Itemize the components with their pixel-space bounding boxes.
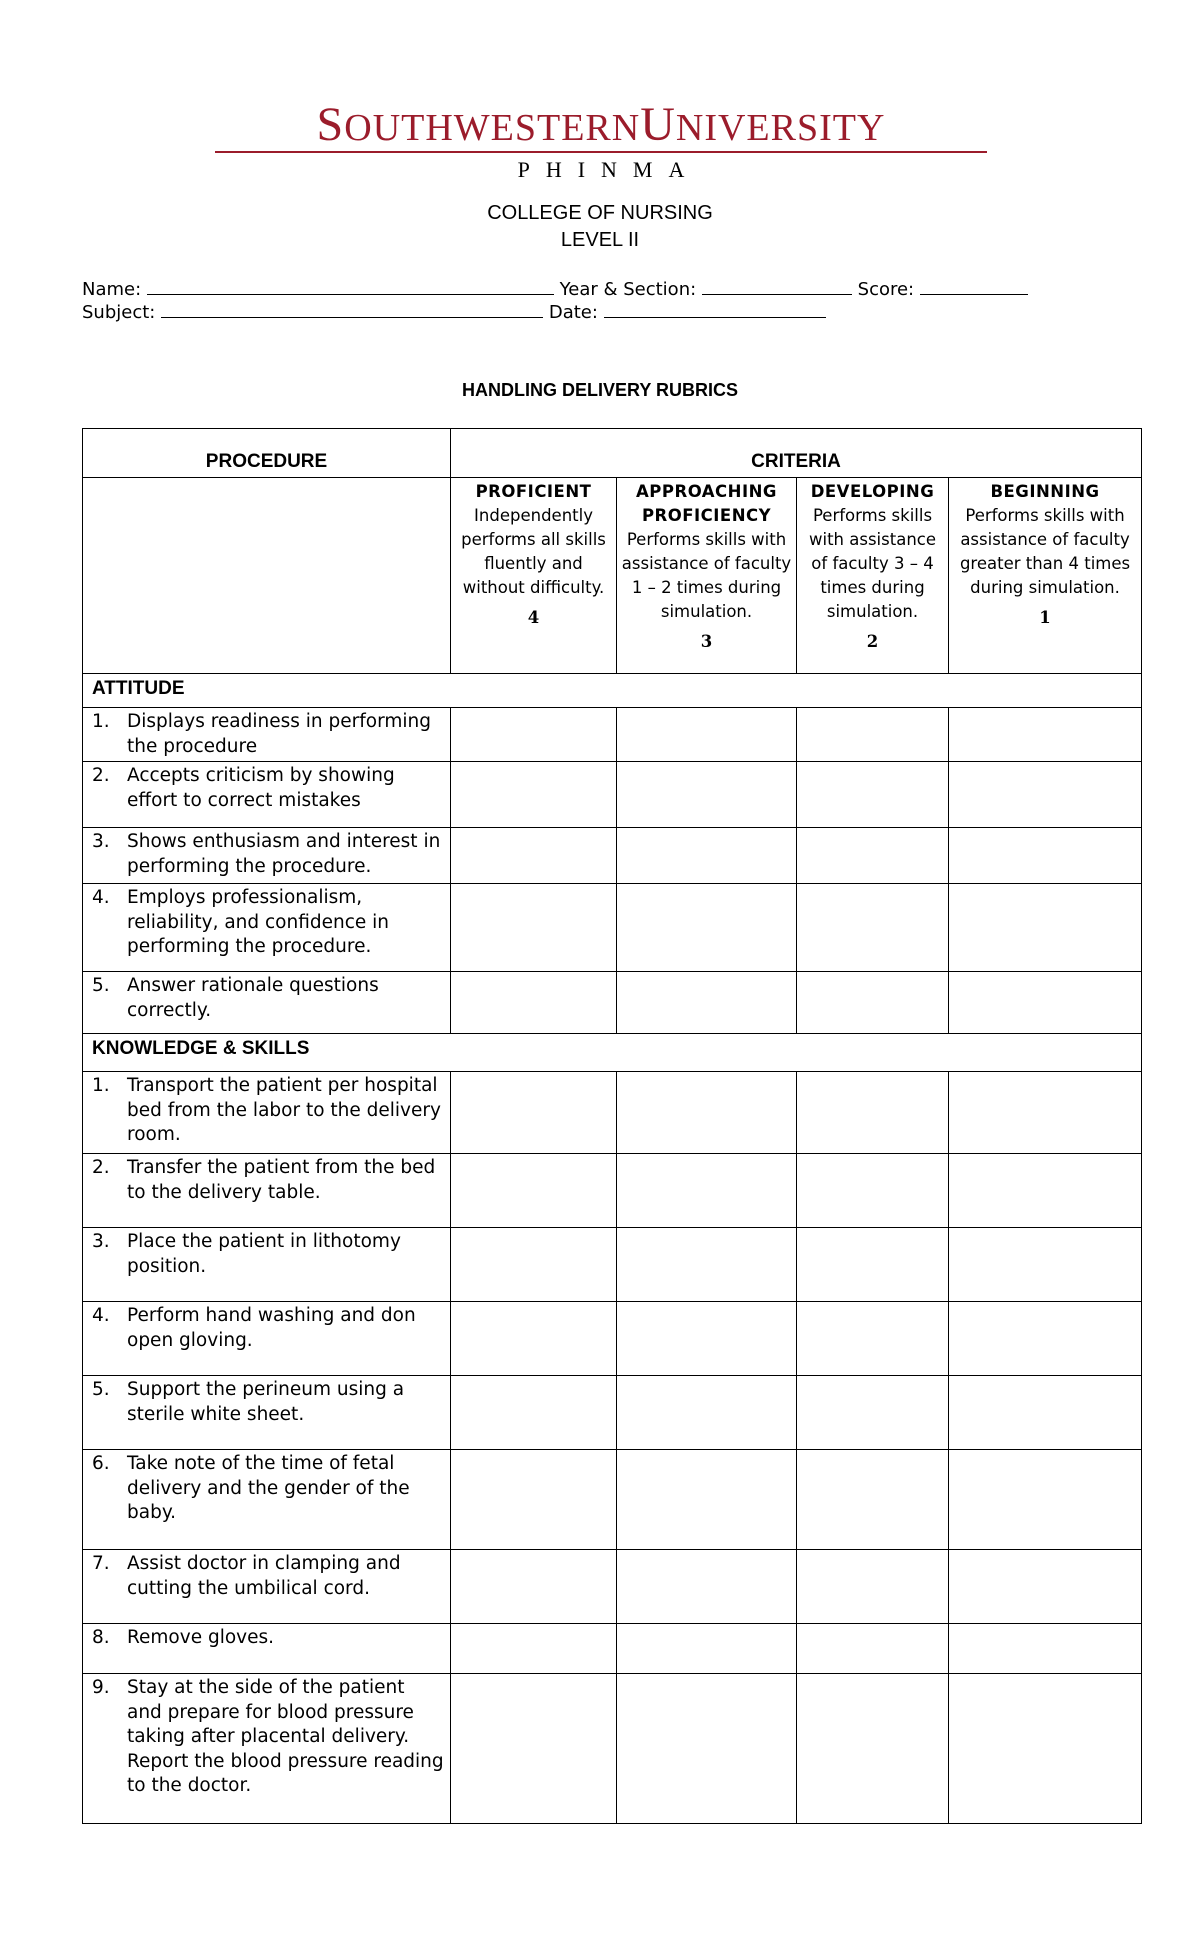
item-text: Employs professionalism, reliability, and confidence in performing the procedure.	[127, 887, 390, 957]
header-row	[83, 429, 1142, 478]
score-cell[interactable]	[451, 1072, 617, 1154]
score-cell[interactable]	[451, 1376, 617, 1450]
university-subtitle: PHINMA	[517, 157, 701, 182]
score-cell[interactable]	[617, 828, 797, 884]
table-row	[83, 828, 1142, 884]
section-row	[83, 1034, 1142, 1072]
criteria-title: PROFICIENT	[475, 482, 592, 501]
score-cell[interactable]	[451, 1154, 617, 1228]
procedure-item	[92, 886, 444, 960]
score-field[interactable]	[920, 280, 1028, 295]
info-row-2	[82, 302, 826, 323]
score-cell[interactable]	[451, 884, 617, 972]
score-cell[interactable]	[451, 1550, 617, 1624]
score-cell[interactable]	[797, 708, 949, 762]
procedure-cell	[83, 1072, 451, 1154]
year-section-label: Year & Section:	[559, 279, 697, 300]
score-cell[interactable]	[451, 828, 617, 884]
subject-field[interactable]	[161, 303, 543, 318]
score-cell[interactable]	[797, 1154, 949, 1228]
logo-divider	[215, 151, 987, 153]
item-number: 4.	[92, 887, 110, 908]
item-number: 5.	[92, 1379, 110, 1400]
info-row-1	[82, 279, 1028, 300]
item-text: Place the patient in lithotomy position.	[127, 1231, 401, 1277]
item-text: Perform hand washing and don open gloving.	[127, 1305, 416, 1351]
score-cell[interactable]	[949, 1550, 1142, 1624]
score-cell[interactable]	[451, 708, 617, 762]
procedure-cell	[83, 1228, 451, 1302]
item-text: Remove gloves.	[127, 1627, 275, 1648]
table-row	[83, 1376, 1142, 1450]
item-text: Shows enthusiasm and interest in performing the procedure.	[127, 831, 441, 877]
score-cell[interactable]	[617, 708, 797, 762]
procedure-item	[92, 1230, 444, 1279]
score-cell[interactable]	[949, 1624, 1142, 1674]
criteria-cell	[949, 478, 1142, 674]
item-number: 3.	[92, 831, 110, 852]
rubric-table	[82, 428, 1142, 1824]
college-name: COLLEGE OF NURSING	[487, 202, 713, 224]
score-cell[interactable]	[797, 828, 949, 884]
procedure-cell	[83, 1302, 451, 1376]
procedure-item	[92, 1378, 444, 1427]
procedure-item	[92, 1552, 444, 1601]
table-row	[83, 1450, 1142, 1550]
item-text: Assist doctor in clamping and cutting the umbilical cord.	[127, 1553, 401, 1599]
item-number: 2.	[92, 1157, 110, 1178]
item-number: 5.	[92, 975, 110, 996]
procedure-item	[92, 1304, 444, 1353]
year-section-field[interactable]	[702, 280, 852, 295]
item-number: 9.	[92, 1677, 110, 1698]
item-text: Accepts criticism by showing effort to correct mistakes	[127, 765, 395, 811]
procedure-cell	[83, 1154, 451, 1228]
criteria-score: 1	[1039, 608, 1051, 627]
score-cell[interactable]	[617, 1550, 797, 1624]
criteria-cell	[797, 478, 949, 674]
procedure-cell	[83, 972, 451, 1034]
item-text: Answer rationale questions correctly.	[127, 975, 379, 1021]
item-number: 7.	[92, 1553, 110, 1574]
item-number: 1.	[92, 711, 110, 732]
criteria-description: Independently performs all skills fluently and without difficulty.	[461, 506, 606, 597]
date-label: Date:	[548, 302, 598, 323]
item-number: 4.	[92, 1305, 110, 1326]
procedure-cell	[83, 828, 451, 884]
criteria-description: Performs skills with assistance of faculty 3 – 4 times during simulation.	[809, 506, 936, 621]
table-row	[83, 708, 1142, 762]
score-cell[interactable]	[949, 708, 1142, 762]
score-cell[interactable]	[949, 828, 1142, 884]
criteria-score: 3	[700, 632, 713, 651]
table-row	[83, 972, 1142, 1034]
score-cell[interactable]	[451, 1228, 617, 1302]
score-cell[interactable]	[617, 1302, 797, 1376]
score-cell[interactable]	[617, 1624, 797, 1674]
name-label: Name:	[82, 279, 142, 300]
score-cell[interactable]	[797, 1072, 949, 1154]
criteria-title: BEGINNING	[990, 482, 1100, 501]
procedure-cell	[83, 708, 451, 762]
score-cell[interactable]	[797, 1302, 949, 1376]
score-cell[interactable]	[797, 1550, 949, 1624]
score-cell[interactable]	[949, 1228, 1142, 1302]
score-cell[interactable]	[617, 1376, 797, 1450]
procedure-item	[92, 1626, 444, 1651]
score-cell[interactable]	[949, 1072, 1142, 1154]
item-number: 2.	[92, 765, 110, 786]
procedure-cell	[83, 1624, 451, 1674]
score-cell[interactable]	[949, 1154, 1142, 1228]
table-row	[83, 762, 1142, 828]
score-cell[interactable]	[797, 884, 949, 972]
score-cell[interactable]	[797, 1228, 949, 1302]
score-cell[interactable]	[617, 1450, 797, 1550]
subject-label: Subject:	[82, 302, 156, 323]
table-row	[83, 1228, 1142, 1302]
table-row	[83, 1302, 1142, 1376]
procedure-cell	[83, 884, 451, 972]
procedure-item	[92, 974, 444, 1023]
criteria-row	[83, 478, 1142, 674]
procedure-cell	[83, 1376, 451, 1450]
criteria-description: Performs skills with assistance of faculty 1 – 2 times during simulation.	[621, 530, 792, 621]
criteria-description: Performs skills with assistance of faculty greater than 4 times during simulation.	[959, 506, 1131, 597]
name-field[interactable]	[147, 280, 554, 295]
item-text: Transport the patient per hospital bed from the labor to the delivery room.	[127, 1075, 441, 1145]
criteria-header: CRITERIA	[451, 429, 1142, 478]
procedure-item	[92, 1452, 444, 1526]
item-text: Support the perineum using a sterile white sheet.	[127, 1379, 405, 1425]
item-text: Displays readiness in performing the procedure	[127, 711, 431, 757]
procedure-item	[92, 710, 444, 759]
table-row	[83, 1550, 1142, 1624]
score-cell[interactable]	[451, 1674, 617, 1824]
item-number: 1.	[92, 1075, 110, 1096]
score-cell[interactable]	[949, 884, 1142, 972]
section-heading: KNOWLEDGE & SKILLS	[83, 1034, 1142, 1072]
score-cell[interactable]	[797, 1450, 949, 1550]
criteria-score: 4	[527, 608, 540, 627]
item-number: 6.	[92, 1453, 110, 1474]
criteria-cell	[617, 478, 797, 674]
score-cell[interactable]	[451, 1302, 617, 1376]
university-name: SOUTHWESTERNUNIVERSITY	[316, 98, 886, 151]
procedure-cell	[83, 1674, 451, 1824]
procedure-header: PROCEDURE	[83, 429, 451, 478]
score-cell[interactable]	[949, 1450, 1142, 1550]
score-cell[interactable]	[617, 1072, 797, 1154]
table-row	[83, 1154, 1142, 1228]
procedure-item	[92, 1676, 444, 1799]
procedure-cell	[83, 1550, 451, 1624]
section-heading: ATTITUDE	[83, 674, 1142, 708]
score-cell[interactable]	[949, 972, 1142, 1034]
score-cell[interactable]	[797, 1624, 949, 1674]
item-number: 8.	[92, 1627, 110, 1648]
score-cell[interactable]	[617, 762, 797, 828]
score-cell[interactable]	[949, 762, 1142, 828]
score-cell[interactable]	[617, 1154, 797, 1228]
score-cell[interactable]	[949, 1302, 1142, 1376]
table-row	[83, 1674, 1142, 1824]
procedure-item	[92, 830, 444, 879]
item-text: Take note of the time of fetal delivery and the gender of the baby.	[127, 1453, 410, 1523]
item-number: 3.	[92, 1231, 110, 1252]
score-cell[interactable]	[451, 972, 617, 1034]
table-row	[83, 1072, 1142, 1154]
item-text: Stay at the side of the patient and prepare for blood pressure taking after placental delivery. Report the blood pressure reading to the doctor.	[127, 1677, 444, 1796]
criteria-title: DEVELOPING	[810, 482, 935, 501]
procedure-cell	[83, 1450, 451, 1550]
score-cell[interactable]	[617, 1674, 797, 1824]
score-cell[interactable]	[797, 1376, 949, 1450]
score-cell[interactable]	[451, 1450, 617, 1550]
score-cell[interactable]	[949, 1674, 1142, 1824]
procedure-cell	[83, 762, 451, 828]
criteria-cell	[451, 478, 617, 674]
procedure-item	[92, 1156, 444, 1205]
date-field[interactable]	[604, 303, 826, 318]
criteria-blank-cell	[83, 478, 451, 674]
table-row	[83, 884, 1142, 972]
score-label: Score:	[857, 279, 915, 300]
table-row	[83, 1624, 1142, 1674]
section-row	[83, 674, 1142, 708]
university-logo	[215, 98, 987, 183]
procedure-item	[92, 1074, 444, 1148]
score-cell[interactable]	[797, 762, 949, 828]
rubric-title: HANDLING DELIVERY RUBRICS	[461, 380, 739, 400]
score-cell[interactable]	[451, 1624, 617, 1674]
criteria-score: 2	[866, 632, 879, 651]
score-cell[interactable]	[451, 762, 617, 828]
criteria-title: APPROACHING PROFICIENCY	[636, 482, 777, 525]
procedure-item	[92, 764, 444, 813]
score-cell[interactable]	[797, 1674, 949, 1824]
score-cell[interactable]	[617, 884, 797, 972]
score-cell[interactable]	[617, 1228, 797, 1302]
score-cell[interactable]	[949, 1376, 1142, 1450]
score-cell[interactable]	[797, 972, 949, 1034]
item-text: Transfer the patient from the bed to the delivery table.	[127, 1157, 436, 1203]
level-label: LEVEL II	[560, 229, 640, 251]
score-cell[interactable]	[617, 972, 797, 1034]
